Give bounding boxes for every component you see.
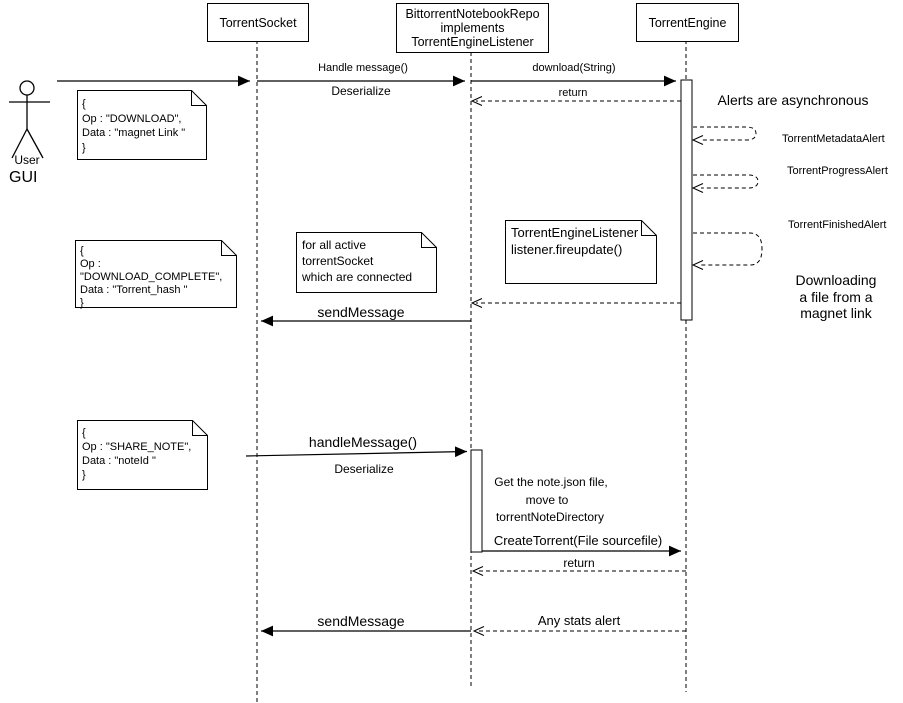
msg-label-handle-message-2: handleMessage() — [308, 434, 418, 450]
note-line: "DOWNLOAD_COMPLETE", — [80, 271, 223, 283]
self-msg-finished — [693, 233, 762, 265]
msg-label-any-stats-alert: Any stats alert — [537, 613, 621, 628]
note-line: } — [80, 297, 84, 309]
annotation-get-note-line: torrentNoteDirectory — [495, 510, 605, 524]
msg-label-handle-message: Handle message() — [318, 62, 408, 74]
note-line: { — [82, 427, 86, 439]
msg-label-create-torrent: CreateTorrent(File sourcefile) — [493, 533, 663, 548]
open-arrowheads — [472, 97, 703, 636]
msg-label-send-message-2: sendMessage — [317, 613, 405, 629]
participant-label-line: BittorrentNotebookRepo — [405, 7, 540, 21]
note-line: for all active — [302, 238, 367, 252]
actor-system-label: GUI — [9, 169, 38, 186]
participant-torrentengine[interactable] — [636, 3, 739, 42]
lifelines — [257, 40, 686, 702]
annotation-get-note-line: Get the note.json file, — [494, 475, 608, 489]
note-listener[interactable] — [505, 220, 657, 284]
msg-label-return-top: return — [558, 87, 588, 99]
note-line: Data : "magnet Link " — [82, 127, 186, 139]
msg-handle-message-2 — [246, 452, 467, 457]
msg-label-deserialize-2: Deserialize — [334, 462, 394, 476]
note-line: } — [82, 469, 86, 481]
activation-repo — [471, 450, 482, 552]
participant-label-line: TorrentEngineListener — [411, 35, 534, 49]
alerts-heading: Alerts are asynchronous — [717, 92, 869, 108]
self-msg-metadata — [693, 127, 756, 140]
note-download[interactable] — [77, 90, 207, 160]
note-line: Op : "DOWNLOAD", — [82, 112, 182, 125]
note-line: listener.fireupdate() — [511, 241, 623, 257]
activation-torrentengine — [681, 80, 692, 320]
participant-label-line: implements — [440, 21, 505, 35]
note-share-note[interactable] — [77, 420, 208, 490]
note-line: torrentSocket — [302, 254, 374, 268]
alert-caption — [796, 272, 877, 322]
alert-caption-line: a file from a — [799, 288, 873, 305]
msg-label-download: download(String) — [532, 62, 616, 74]
note-download-complete[interactable] — [75, 240, 237, 308]
participant-torrentsocket[interactable] — [207, 3, 309, 42]
note-line: } — [82, 141, 86, 154]
alert-label-metadata: TorrentMetadataAlert — [782, 133, 885, 145]
note-line: which are connected — [302, 270, 413, 284]
participant-repo[interactable] — [396, 3, 549, 53]
note-line: TorrentEngineListener — [511, 225, 639, 240]
note-line: Data : "noteId " — [82, 455, 156, 467]
participant-label: TorrentSocket — [219, 15, 297, 30]
alert-caption-line: magnet link — [800, 305, 872, 321]
note-line: { — [82, 98, 86, 110]
participant-label: TorrentEngine — [648, 15, 727, 30]
actor-icon — [9, 81, 50, 158]
alert-label-progress: TorrentProgressAlert — [787, 165, 888, 177]
alert-label-finished: TorrentFinishedAlert — [788, 219, 887, 231]
msg-label-return-2: return — [563, 556, 595, 570]
msg-label-send-message-1: sendMessage — [317, 304, 405, 320]
note-for-all-active[interactable] — [296, 232, 437, 293]
solid-messages — [57, 81, 681, 631]
self-msg-progress — [693, 175, 758, 188]
note-line: Op : — [80, 258, 101, 270]
msg-label-deserialize-top: Deserialize — [331, 84, 391, 98]
note-line: { — [80, 245, 84, 257]
actor-name: User — [14, 153, 40, 167]
note-line: Data : "Torrent_hash " — [80, 284, 188, 296]
alert-caption-line: Downloading — [795, 272, 877, 288]
annotation-get-note-line: move to — [525, 493, 569, 507]
note-line: Op : "SHARE_NOTE", — [82, 441, 192, 453]
